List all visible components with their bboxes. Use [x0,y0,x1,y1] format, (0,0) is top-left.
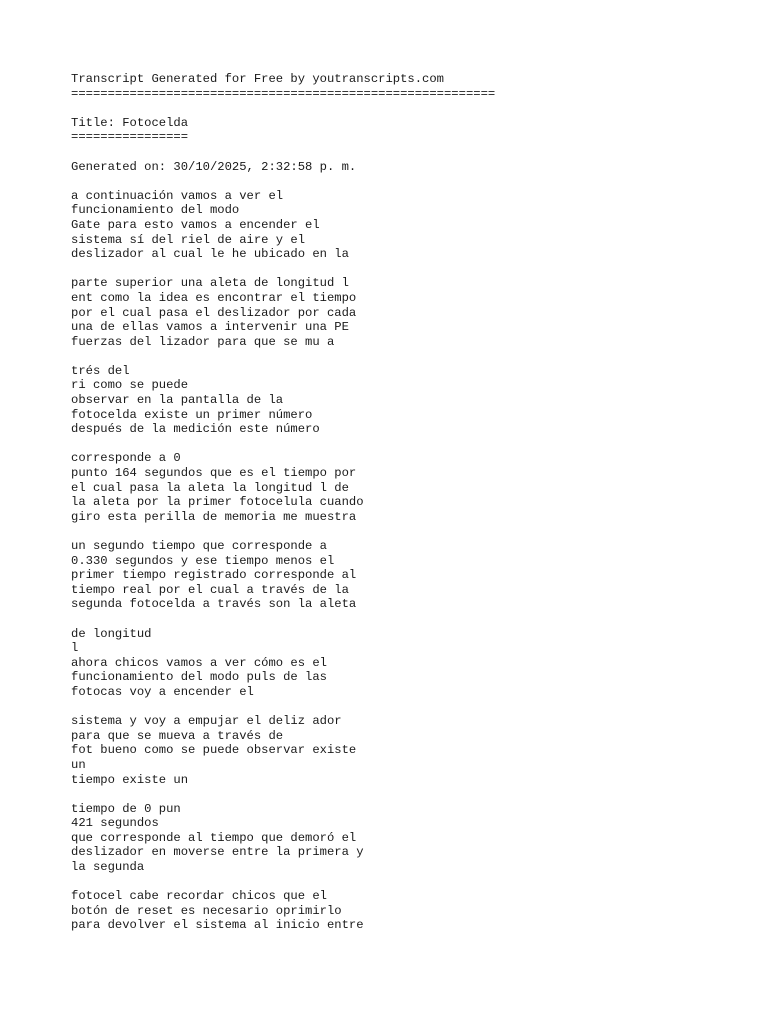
transcript-paragraph [71,364,711,437]
transcript-line: segunda fotocelda a través son la aleta [71,597,357,612]
transcript-line: ent como la idea es encontrar el tiempo [71,290,357,305]
transcript-paragraph [71,627,711,700]
transcript-paragraph [71,189,711,262]
transcript-line: tiempo existe un [71,772,189,787]
transcript-line: trés del [71,363,130,378]
transcript-line: a continuación vamos a ver el [71,188,284,203]
transcript-line: la aleta por la primer fotocelula cuando [71,495,364,510]
transcript-line: funcionamiento del modo puls de las [71,670,327,685]
transcript-paragraph [71,539,711,612]
transcript-line: fot bueno como se puede observar existe [71,743,357,758]
spacer [71,437,711,452]
transcript-body [71,189,711,933]
transcript-line: fuerzas del lizador para que se mu a [71,334,335,349]
transcript-line: de longitud [71,626,152,641]
spacer [71,787,711,802]
transcript-line: 421 segundos [71,816,159,831]
transcript-line: sistema sí del riel de aire y el [71,232,306,247]
generator-line: Transcript Generated for Free by youtranscripts.com [71,72,444,86]
spacer [71,875,711,890]
transcript-paragraph [71,802,711,875]
transcript-line: observar en la pantalla de la [71,393,284,408]
transcript-line: fotocel cabe recordar chicos que el [71,889,327,904]
transcript-line: tiempo real por el cual a través de la [71,582,349,597]
transcript-line: por el cual pasa el deslizador por cada [71,305,357,320]
transcript-line: giro esta perilla de memoria me muestra [71,509,357,524]
generated-on: Generated on: 30/10/2025, 2:32:58 p. m. [71,159,357,174]
transcript-line: botón de reset es necesario oprimirlo [71,903,342,918]
transcript-line: primer tiempo registrado corresponde al [71,568,357,583]
transcript-line: que corresponde al tiempo que demoró el [71,830,357,845]
transcript-line: l [71,641,79,656]
spacer [71,262,711,277]
transcript-paragraph [71,714,711,787]
transcript-line: 0.330 segundos y ese tiempo menos el [71,553,335,568]
transcript-line: parte superior una aleta de longitud l [71,276,349,291]
transcript-line: fotocelda existe un primer número [71,407,313,422]
spacer [71,174,711,189]
spacer [71,101,711,116]
generator-rule: ========================================================== [71,86,496,101]
transcript-line: sistema y voy a empujar el deliz ador [71,714,342,729]
transcript-line: Gate para esto vamos a encender el [71,217,320,232]
transcript-page [71,72,711,933]
transcript-line: una de ellas vamos a intervenir una PE [71,320,349,335]
spacer [71,612,711,627]
spacer [71,145,711,160]
spacer [71,524,711,539]
transcript-line: un [71,757,86,772]
transcript-line: para que se mueva a través de [71,728,284,743]
spacer [71,700,711,715]
transcript-line: el cual pasa la aleta la longitud l de [71,480,349,495]
transcript-line: funcionamiento del modo [71,203,240,218]
transcript-line: punto 164 segundos que es el tiempo por [71,466,357,481]
transcript-line: después de la medición este número [71,422,320,437]
transcript-paragraph [71,451,711,524]
transcript-line: la segunda [71,860,145,875]
transcript-paragraph [71,276,711,349]
transcript-line: ahora chicos vamos a ver cómo es el [71,655,327,670]
transcript-line: deslizador al cual le he ubicado en la [71,247,349,262]
transcript-line: deslizador en moverse entre la primera y [71,845,364,860]
transcript-line: un segundo tiempo que corresponde a [71,539,327,553]
transcript-line: tiempo de 0 pun [71,801,181,816]
transcript-line: para devolver el sistema al inicio entre [71,918,364,933]
transcript-line: corresponde a 0 [71,451,181,466]
transcript-line: fotocas voy a encender el [71,684,254,699]
transcript-line: ri como se puede [71,378,189,393]
spacer [71,349,711,364]
transcript-paragraph [71,889,711,933]
title-line: Title: Fotocelda [71,115,189,130]
title-rule: ================ [71,130,189,145]
